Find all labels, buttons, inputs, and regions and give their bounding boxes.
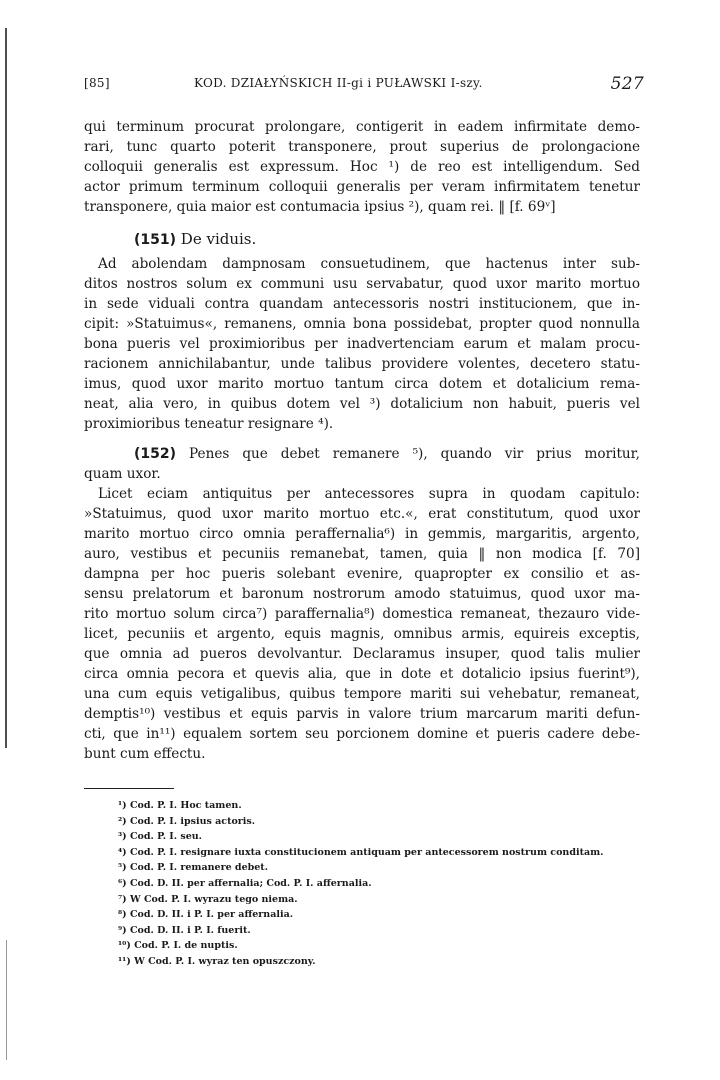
- text-line: auro, vestibus et pecuniis remanebat, tamen, quia ‖ non modica [f. 70]: [84, 546, 640, 562]
- text-line: Ad abolendam dampnosam consuetudinem, que hactenus inter sub-: [98, 256, 640, 272]
- footnote: ⁶) Cod. D. II. per affernalia; Cod. P. I. affernalia.: [118, 877, 372, 889]
- paragraph-3: [84, 484, 640, 764]
- running-title: KOD. DZIAŁYŃSKICH II-gi i PUŁAWSKI I-szy.: [194, 76, 483, 90]
- footnote: ¹⁰) Cod. P. I. de nuptis.: [118, 940, 238, 952]
- text-line: sensu prelatorum et baronum nostrorum amodo statuimus, quod uxor ma-: [84, 586, 640, 602]
- main-text: [84, 117, 640, 764]
- heading-text: De viduis.: [176, 230, 257, 248]
- text-line: que omnia ad pueros devolvantur. Declaramus insuper, quod talis mulier: [84, 646, 640, 662]
- footnote: ⁴) Cod. P. I. resignare iuxta constitucionem antiquam per antecessorem nostrum conditam.: [118, 846, 604, 858]
- running-header: [84, 74, 644, 96]
- footnote: ²) Cod. P. I. ipsius actoris.: [118, 815, 256, 827]
- scan-edge-line: [5, 28, 7, 748]
- page-number: 527: [610, 74, 644, 94]
- text-line: rari, tunc quarto poterit transponere, prout superius de prolongacione: [84, 139, 640, 155]
- footnote: ⁵) Cod. P. I. remanere debet.: [118, 862, 268, 874]
- paragraph-2: [84, 254, 640, 434]
- heading-151: [134, 229, 640, 250]
- heading-line-2: quam uxor.: [84, 466, 161, 482]
- text-line: ditos nostros solum ex communi usu servabatur, quod uxor marito mortuo: [84, 276, 640, 292]
- footnote: ⁹) Cod. D. II. i P. I. fuerit.: [118, 924, 251, 936]
- footnote-divider: [84, 788, 174, 789]
- text-line: demptis¹⁰) vestibus et equis parvis in valore trium marcarum mariti defun-: [84, 706, 640, 722]
- footnote: ¹¹) W Cod. P. I. wyraz ten opuszczony.: [118, 955, 316, 967]
- text-line: cti, que in¹¹) equalem sortem seu porcionem domine et pueris cadere debe-: [84, 726, 640, 742]
- text-line: proximioribus teneatur resignare ⁴).: [84, 416, 334, 432]
- footnotes: [118, 798, 638, 970]
- text-line: marito mortuo circo omnia peraffernalia⁶) in gemmis, margaritis, argento,: [84, 526, 640, 542]
- scan-edge-line-lower: [6, 940, 7, 1060]
- heading-number: (151): [134, 232, 177, 248]
- text-line: actor primum terminum colloquii generalis per veram infirmitatem tenetur: [84, 179, 640, 195]
- text-line: bunt cum effectu.: [84, 746, 206, 762]
- text-line: circa omnia pecora et quevis alia, que in dote et dotalicio ipsius fuerint⁹),: [84, 666, 640, 682]
- heading-number: (152): [134, 446, 177, 462]
- text-line: transponere, quia maior est contumacia ipsius ²), quam rei. ‖ [f. 69ᵛ]: [84, 199, 556, 215]
- text-line: imus, quod uxor marito mortuo tantum circa dotem et dotalicium rema-: [84, 376, 640, 392]
- heading-152: [134, 444, 640, 464]
- footnote: ¹) Cod. P. I. Hoc tamen.: [118, 800, 242, 811]
- text-line: in sede viduali contra quandam antecessoris nostri institucionem, que in-: [84, 296, 640, 312]
- text-line: qui terminum procurat prolongare, contigerit in eadem infirmitate demo-: [84, 119, 640, 135]
- section-number: [85]: [84, 76, 110, 90]
- text-line: licet, pecuniis et argento, equis magnis, omnibus armis, equireis exceptis,: [84, 626, 640, 642]
- text-line: una cum equis vetigalibus, quibus tempore mariti sui vehebatur, remaneat,: [84, 686, 640, 702]
- text-line: neat, alia vero, in quibus dotem vel ³) dotalicium non habuit, pueris vel: [84, 396, 640, 412]
- heading-line: [134, 444, 640, 464]
- text-line: colloquii generalis est expressum. Hoc ¹) de reo est intelligendum. Sed: [84, 159, 640, 175]
- footnote: ⁷) W Cod. P. I. wyrazu tego niema.: [118, 893, 298, 905]
- heading-text: Penes que debet remanere ⁵), quando vir prius moritur,: [176, 446, 640, 462]
- paragraph-1: [84, 117, 640, 217]
- text-line: cipit: »Statuimus«, remanens, omnia bona possidebat, propter quod nonnulla: [84, 316, 640, 332]
- text-line: racionem annichilabantur, unde talibus providere volentes, decetero statu-: [84, 356, 640, 372]
- footnote: ⁸) Cod. D. II. i P. I. per affernalia.: [118, 909, 294, 921]
- text-line: bona pueris vel proximioribus per inadvertenciam earum et malam procu-: [84, 336, 640, 352]
- text-line: rito mortuo solum circa⁷) paraffernalia⁸) domestica remaneat, thezauro vide-: [84, 606, 640, 622]
- text-line: »Statuimus, quod uxor marito mortuo etc.«, erat constitutum, quod uxor: [84, 506, 640, 522]
- text-line: dampna per hoc pueris solebant evenire, quapropter ex consilio et as-: [84, 566, 640, 582]
- text-line: Licet eciam antiquitus per antecessores supra in quodam capitulo:: [98, 486, 640, 502]
- footnote: ³) Cod. P. I. seu.: [118, 831, 202, 843]
